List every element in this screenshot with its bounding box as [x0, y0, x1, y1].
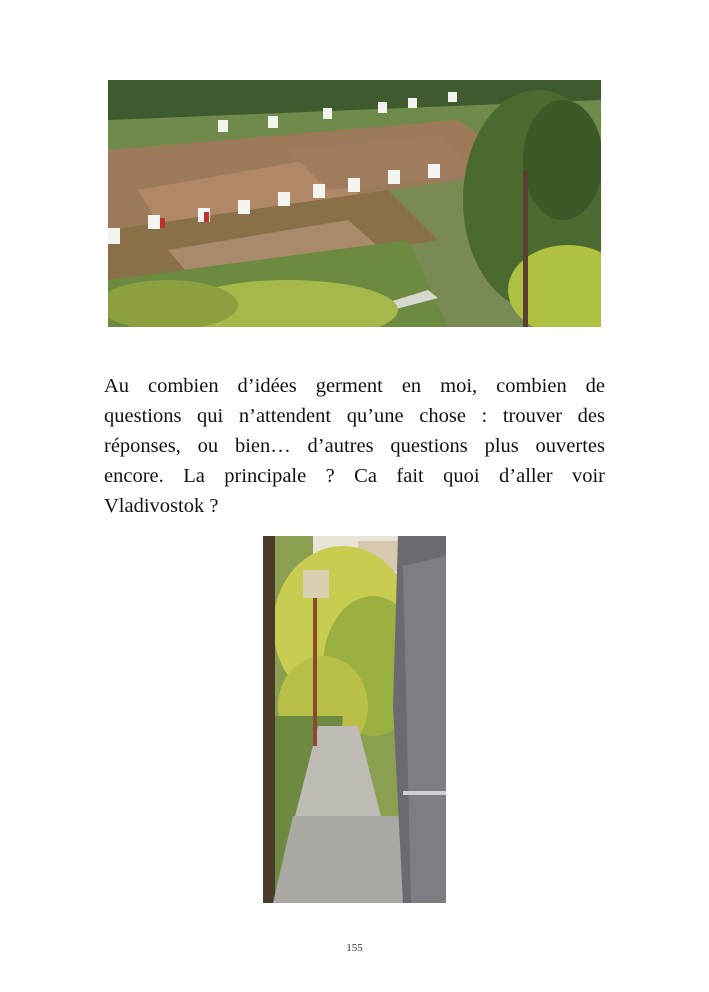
allotment-gardens-photo	[108, 80, 601, 327]
allotment-gardens-image	[108, 80, 601, 327]
page-number: 155	[346, 942, 363, 954]
paragraph-line: Au combien d’idées germent en moi, combien de	[104, 375, 605, 397]
paragraph-line: questions qui n’attendent qu’une chose : trouver des	[104, 405, 605, 427]
body-paragraph	[104, 371, 605, 521]
stairway-alley-photo	[263, 536, 446, 903]
stairway-alley-image	[263, 536, 446, 903]
paragraph-line: Vladivostok ?	[104, 495, 219, 517]
paragraph-line: encore. La principale ? Ca fait quoi d’aller voir	[104, 465, 605, 487]
paragraph-line: réponses, ou bien… d’autres questions plus ouvertes	[104, 435, 605, 457]
